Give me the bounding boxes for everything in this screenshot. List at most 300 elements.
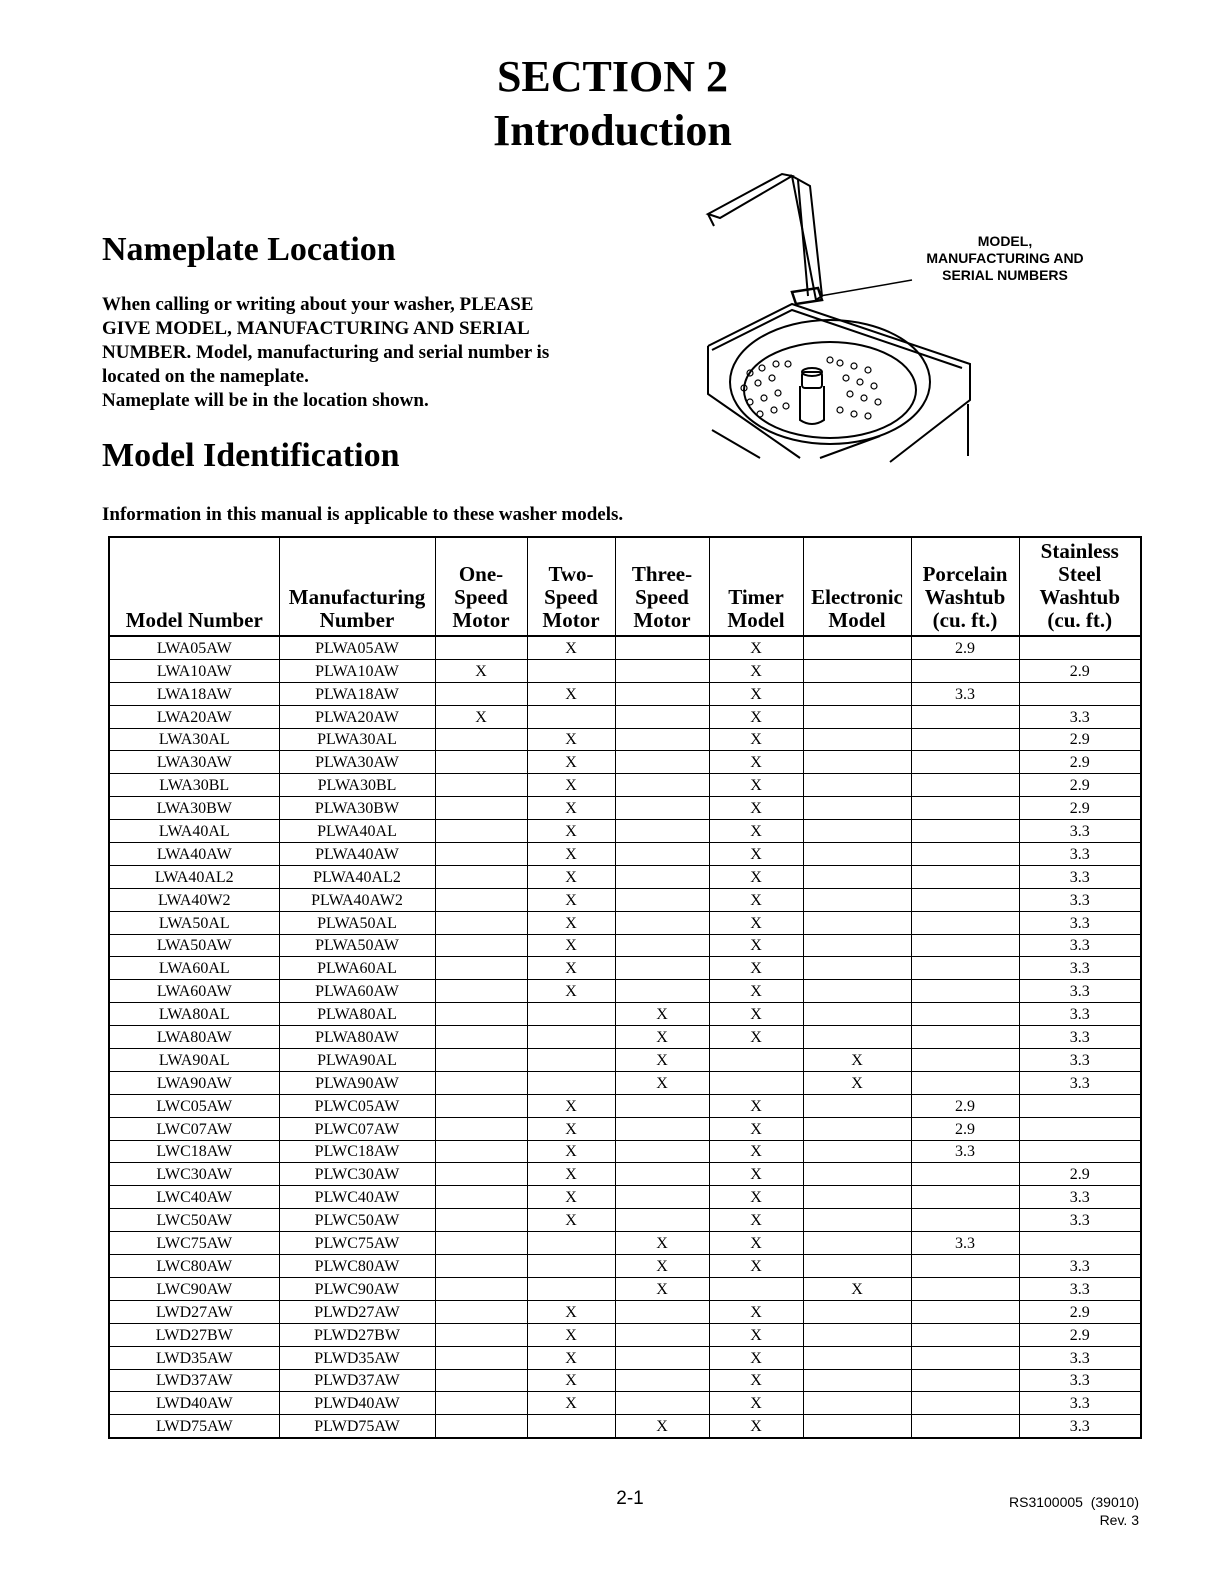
cell-timer: X <box>709 1346 803 1369</box>
cell-model-number: LWA80AL <box>109 1003 279 1026</box>
cell-stainless-washtub: 2.9 <box>1019 1163 1141 1186</box>
cell-model-number: LWA30BW <box>109 797 279 820</box>
cell-two-speed <box>527 1026 615 1049</box>
cell-one-speed <box>435 820 527 843</box>
cell-manufacturing-number: PLWA40AW <box>279 843 435 866</box>
callout-line: SERIAL NUMBERS <box>942 267 1068 283</box>
table-row <box>109 1163 1141 1186</box>
cell-stainless-washtub: 3.3 <box>1019 1255 1141 1278</box>
cell-one-speed <box>435 1140 527 1163</box>
cell-three-speed <box>615 797 709 820</box>
cell-electronic <box>803 1323 911 1346</box>
table-row <box>109 728 1141 751</box>
cell-one-speed <box>435 888 527 911</box>
cell-manufacturing-number: PLWC75AW <box>279 1232 435 1255</box>
cell-model-number: LWC30AW <box>109 1163 279 1186</box>
cell-one-speed <box>435 865 527 888</box>
cell-two-speed <box>527 1277 615 1300</box>
cell-porcelain-washtub <box>911 1071 1019 1094</box>
cell-electronic <box>803 1392 911 1415</box>
cell-stainless-washtub <box>1019 1140 1141 1163</box>
cell-timer: X <box>709 1323 803 1346</box>
section-title <box>0 50 1225 158</box>
cell-porcelain-washtub <box>911 843 1019 866</box>
cell-model-number: LWD27AW <box>109 1300 279 1323</box>
cell-timer: X <box>709 1369 803 1392</box>
cell-three-speed <box>615 705 709 728</box>
cell-one-speed <box>435 934 527 957</box>
cell-one-speed <box>435 1049 527 1072</box>
cell-stainless-washtub: 3.3 <box>1019 1415 1141 1438</box>
cell-one-speed <box>435 1369 527 1392</box>
cell-stainless-washtub: 2.9 <box>1019 1300 1141 1323</box>
cell-stainless-washtub: 2.9 <box>1019 797 1141 820</box>
cell-manufacturing-number: PLWA18AW <box>279 682 435 705</box>
table-row <box>109 911 1141 934</box>
cell-three-speed <box>615 1163 709 1186</box>
cell-electronic <box>803 751 911 774</box>
cell-timer <box>709 1049 803 1072</box>
col-header-model-number: Model Number <box>109 537 279 636</box>
table-row <box>109 820 1141 843</box>
cell-porcelain-washtub: 3.3 <box>911 1232 1019 1255</box>
nameplate-callout <box>905 233 1105 284</box>
cell-one-speed: X <box>435 659 527 682</box>
cell-porcelain-washtub <box>911 1277 1019 1300</box>
cell-electronic <box>803 728 911 751</box>
cell-two-speed: X <box>527 1346 615 1369</box>
cell-electronic: X <box>803 1277 911 1300</box>
cell-porcelain-washtub: 3.3 <box>911 1140 1019 1163</box>
cell-porcelain-washtub <box>911 728 1019 751</box>
cell-model-number: LWA40AL <box>109 820 279 843</box>
cell-three-speed <box>615 957 709 980</box>
table-row <box>109 1209 1141 1232</box>
col-header-electronic-model: Electronic Model <box>803 537 911 636</box>
cell-timer: X <box>709 1255 803 1278</box>
cell-electronic <box>803 843 911 866</box>
cell-timer: X <box>709 843 803 866</box>
document-number: RS3100005 (39010) <box>1009 1494 1139 1510</box>
instruction-line: When calling or writing about your washer, PLEASE <box>102 294 534 315</box>
cell-stainless-washtub <box>1019 1232 1141 1255</box>
cell-timer: X <box>709 865 803 888</box>
table-row <box>109 1369 1141 1392</box>
document-reference <box>1009 1493 1139 1529</box>
cell-porcelain-washtub <box>911 1209 1019 1232</box>
cell-electronic: X <box>803 1071 911 1094</box>
cell-manufacturing-number: PLWC40AW <box>279 1186 435 1209</box>
cell-porcelain-washtub <box>911 1369 1019 1392</box>
cell-stainless-washtub: 3.3 <box>1019 1209 1141 1232</box>
cell-one-speed <box>435 1026 527 1049</box>
cell-porcelain-washtub <box>911 1003 1019 1026</box>
cell-electronic <box>803 797 911 820</box>
cell-model-number: LWA50AW <box>109 934 279 957</box>
cell-electronic <box>803 911 911 934</box>
cell-stainless-washtub: 2.9 <box>1019 751 1141 774</box>
table-row <box>109 865 1141 888</box>
cell-timer: X <box>709 1026 803 1049</box>
instruction-line: Nameplate will be in the location shown. <box>102 390 429 411</box>
cell-timer: X <box>709 774 803 797</box>
cell-three-speed <box>615 682 709 705</box>
col-header-stainless-washtub: Stainless Steel Washtub (cu. ft.) <box>1019 537 1141 636</box>
cell-two-speed: X <box>527 843 615 866</box>
cell-manufacturing-number: PLWC07AW <box>279 1117 435 1140</box>
cell-two-speed: X <box>527 934 615 957</box>
cell-manufacturing-number: PLWA30BL <box>279 774 435 797</box>
table-row <box>109 843 1141 866</box>
cell-timer: X <box>709 1003 803 1026</box>
cell-one-speed <box>435 751 527 774</box>
cell-three-speed <box>615 659 709 682</box>
cell-manufacturing-number: PLWA30BW <box>279 797 435 820</box>
cell-timer: X <box>709 888 803 911</box>
cell-three-speed <box>615 1300 709 1323</box>
table-row <box>109 1415 1141 1438</box>
instruction-line: GIVE MODEL, MANUFACTURING AND SERIAL <box>102 318 530 339</box>
cell-timer <box>709 1277 803 1300</box>
table-row <box>109 636 1141 659</box>
cell-one-speed <box>435 1346 527 1369</box>
table-row <box>109 980 1141 1003</box>
cell-one-speed <box>435 1186 527 1209</box>
cell-one-speed <box>435 1255 527 1278</box>
washer-illustration <box>700 168 990 463</box>
cell-two-speed: X <box>527 1392 615 1415</box>
cell-model-number: LWC75AW <box>109 1232 279 1255</box>
cell-one-speed <box>435 728 527 751</box>
cell-porcelain-washtub <box>911 1186 1019 1209</box>
cell-timer: X <box>709 934 803 957</box>
cell-timer: X <box>709 980 803 1003</box>
cell-two-speed: X <box>527 888 615 911</box>
cell-porcelain-washtub <box>911 1346 1019 1369</box>
cell-electronic <box>803 1232 911 1255</box>
cell-manufacturing-number: PLWD75AW <box>279 1415 435 1438</box>
cell-stainless-washtub: 2.9 <box>1019 1323 1141 1346</box>
cell-timer: X <box>709 705 803 728</box>
document-revision: Rev. 3 <box>1099 1512 1139 1528</box>
cell-stainless-washtub: 3.3 <box>1019 957 1141 980</box>
cell-manufacturing-number: PLWA30AW <box>279 751 435 774</box>
cell-three-speed: X <box>615 1049 709 1072</box>
section-number: SECTION 2 <box>496 52 729 101</box>
cell-two-speed: X <box>527 682 615 705</box>
cell-electronic <box>803 865 911 888</box>
cell-one-speed <box>435 1003 527 1026</box>
cell-porcelain-washtub <box>911 865 1019 888</box>
table-row <box>109 1392 1141 1415</box>
cell-manufacturing-number: PLWA50AL <box>279 911 435 934</box>
cell-stainless-washtub: 3.3 <box>1019 843 1141 866</box>
cell-two-speed: X <box>527 797 615 820</box>
cell-stainless-washtub: 3.3 <box>1019 1003 1141 1026</box>
cell-three-speed <box>615 865 709 888</box>
cell-porcelain-washtub <box>911 1392 1019 1415</box>
cell-model-number: LWA90AW <box>109 1071 279 1094</box>
cell-one-speed <box>435 1415 527 1438</box>
table-row <box>109 957 1141 980</box>
cell-electronic <box>803 934 911 957</box>
cell-two-speed <box>527 1003 615 1026</box>
table-header-row <box>109 537 1141 636</box>
cell-two-speed: X <box>527 728 615 751</box>
cell-model-number: LWA60AL <box>109 957 279 980</box>
col-header-one-speed-motor: One- Speed Motor <box>435 537 527 636</box>
cell-three-speed <box>615 934 709 957</box>
cell-two-speed: X <box>527 774 615 797</box>
col-header-porcelain-washtub: Porcelain Washtub (cu. ft.) <box>911 537 1019 636</box>
cell-three-speed <box>615 843 709 866</box>
table-row <box>109 1277 1141 1300</box>
cell-two-speed <box>527 1255 615 1278</box>
model-table-body <box>109 636 1141 1438</box>
table-row <box>109 934 1141 957</box>
cell-model-number: LWA20AW <box>109 705 279 728</box>
table-row <box>109 1003 1141 1026</box>
cell-timer: X <box>709 957 803 980</box>
cell-porcelain-washtub <box>911 774 1019 797</box>
table-row <box>109 1346 1141 1369</box>
table-row <box>109 797 1141 820</box>
cell-stainless-washtub: 3.3 <box>1019 911 1141 934</box>
cell-timer: X <box>709 1209 803 1232</box>
cell-porcelain-washtub <box>911 911 1019 934</box>
cell-three-speed <box>615 911 709 934</box>
cell-timer: X <box>709 1232 803 1255</box>
table-row <box>109 659 1141 682</box>
cell-electronic <box>803 1346 911 1369</box>
cell-porcelain-washtub <box>911 1415 1019 1438</box>
cell-three-speed <box>615 1094 709 1117</box>
cell-porcelain-washtub: 2.9 <box>911 1117 1019 1140</box>
cell-electronic <box>803 1094 911 1117</box>
instruction-line: located on the nameplate. <box>102 366 309 387</box>
cell-model-number: LWA30AW <box>109 751 279 774</box>
cell-timer: X <box>709 1140 803 1163</box>
cell-model-number: LWC50AW <box>109 1209 279 1232</box>
cell-manufacturing-number: PLWA60AL <box>279 957 435 980</box>
cell-electronic <box>803 1300 911 1323</box>
cell-model-number: LWA18AW <box>109 682 279 705</box>
cell-electronic <box>803 1026 911 1049</box>
cell-timer: X <box>709 636 803 659</box>
cell-stainless-washtub: 2.9 <box>1019 659 1141 682</box>
table-row <box>109 682 1141 705</box>
table-row <box>109 1186 1141 1209</box>
cell-three-speed <box>615 728 709 751</box>
cell-timer: X <box>709 1186 803 1209</box>
cell-three-speed <box>615 1392 709 1415</box>
cell-two-speed: X <box>527 1117 615 1140</box>
col-header-two-speed-motor: Two- Speed Motor <box>527 537 615 636</box>
cell-two-speed: X <box>527 820 615 843</box>
cell-two-speed: X <box>527 1186 615 1209</box>
cell-porcelain-washtub <box>911 1300 1019 1323</box>
cell-manufacturing-number: PLWD35AW <box>279 1346 435 1369</box>
cell-two-speed: X <box>527 957 615 980</box>
cell-manufacturing-number: PLWA20AW <box>279 705 435 728</box>
table-row <box>109 1094 1141 1117</box>
cell-electronic: X <box>803 1049 911 1072</box>
cell-one-speed <box>435 1094 527 1117</box>
cell-stainless-washtub <box>1019 636 1141 659</box>
cell-porcelain-washtub: 2.9 <box>911 636 1019 659</box>
cell-one-speed <box>435 1117 527 1140</box>
cell-one-speed <box>435 1163 527 1186</box>
cell-porcelain-washtub <box>911 705 1019 728</box>
cell-three-speed <box>615 636 709 659</box>
cell-electronic <box>803 774 911 797</box>
cell-three-speed <box>615 751 709 774</box>
cell-timer: X <box>709 1300 803 1323</box>
cell-manufacturing-number: PLWC05AW <box>279 1094 435 1117</box>
cell-manufacturing-number: PLWC80AW <box>279 1255 435 1278</box>
cell-model-number: LWA40W2 <box>109 888 279 911</box>
cell-two-speed: X <box>527 865 615 888</box>
cell-one-speed <box>435 1392 527 1415</box>
cell-one-speed <box>435 682 527 705</box>
callout-line: MODEL, <box>977 233 1033 249</box>
cell-porcelain-washtub <box>911 1049 1019 1072</box>
cell-manufacturing-number: PLWA50AW <box>279 934 435 957</box>
col-header-three-speed-motor: Three- Speed Motor <box>615 537 709 636</box>
cell-model-number: LWC90AW <box>109 1277 279 1300</box>
cell-one-speed <box>435 1209 527 1232</box>
cell-electronic <box>803 1369 911 1392</box>
cell-three-speed <box>615 1140 709 1163</box>
cell-stainless-washtub <box>1019 1094 1141 1117</box>
cell-one-speed <box>435 911 527 934</box>
cell-two-speed <box>527 1232 615 1255</box>
cell-model-number: LWA80AW <box>109 1026 279 1049</box>
page-number: 2-1 <box>616 1488 644 1509</box>
cell-manufacturing-number: PLWC50AW <box>279 1209 435 1232</box>
cell-porcelain-washtub <box>911 888 1019 911</box>
cell-stainless-washtub: 3.3 <box>1019 980 1141 1003</box>
table-row <box>109 751 1141 774</box>
section-name: Introduction <box>493 106 732 155</box>
cell-two-speed: X <box>527 980 615 1003</box>
cell-porcelain-washtub: 2.9 <box>911 1094 1019 1117</box>
table-row <box>109 1026 1141 1049</box>
cell-one-speed <box>435 636 527 659</box>
cell-timer: X <box>709 728 803 751</box>
cell-two-speed: X <box>527 1163 615 1186</box>
cell-model-number: LWA90AL <box>109 1049 279 1072</box>
table-row <box>109 1323 1141 1346</box>
cell-three-speed <box>615 1186 709 1209</box>
cell-porcelain-washtub <box>911 1255 1019 1278</box>
cell-porcelain-washtub <box>911 1323 1019 1346</box>
cell-manufacturing-number: PLWA90AL <box>279 1049 435 1072</box>
table-row <box>109 705 1141 728</box>
cell-two-speed <box>527 659 615 682</box>
cell-model-number: LWD37AW <box>109 1369 279 1392</box>
cell-stainless-washtub: 3.3 <box>1019 888 1141 911</box>
cell-model-number: LWD27BW <box>109 1323 279 1346</box>
cell-electronic <box>803 636 911 659</box>
nameplate-heading: Nameplate Location <box>102 231 396 268</box>
cell-one-speed <box>435 1232 527 1255</box>
cell-three-speed <box>615 774 709 797</box>
cell-manufacturing-number: PLWC18AW <box>279 1140 435 1163</box>
cell-electronic <box>803 1117 911 1140</box>
cell-timer: X <box>709 682 803 705</box>
cell-three-speed <box>615 1117 709 1140</box>
cell-porcelain-washtub: 3.3 <box>911 682 1019 705</box>
cell-manufacturing-number: PLWC90AW <box>279 1277 435 1300</box>
cell-stainless-washtub: 3.3 <box>1019 705 1141 728</box>
cell-manufacturing-number: PLWA40AL2 <box>279 865 435 888</box>
cell-electronic <box>803 980 911 1003</box>
cell-model-number: LWA50AL <box>109 911 279 934</box>
cell-timer: X <box>709 751 803 774</box>
cell-timer: X <box>709 1415 803 1438</box>
cell-model-number: LWC18AW <box>109 1140 279 1163</box>
cell-two-speed: X <box>527 1094 615 1117</box>
table-row <box>109 888 1141 911</box>
cell-three-speed <box>615 1323 709 1346</box>
cell-electronic <box>803 659 911 682</box>
cell-one-speed <box>435 1071 527 1094</box>
cell-three-speed: X <box>615 1232 709 1255</box>
cell-three-speed: X <box>615 1415 709 1438</box>
cell-three-speed: X <box>615 1003 709 1026</box>
model-identification-heading: Model Identification <box>102 437 400 474</box>
cell-electronic <box>803 1140 911 1163</box>
cell-model-number: LWA60AW <box>109 980 279 1003</box>
cell-manufacturing-number: PLWC30AW <box>279 1163 435 1186</box>
cell-electronic <box>803 682 911 705</box>
cell-timer: X <box>709 820 803 843</box>
cell-manufacturing-number: PLWA80AL <box>279 1003 435 1026</box>
cell-timer <box>709 1071 803 1094</box>
cell-manufacturing-number: PLWA40AL <box>279 820 435 843</box>
cell-two-speed: X <box>527 1323 615 1346</box>
cell-one-speed <box>435 797 527 820</box>
cell-manufacturing-number: PLWA60AW <box>279 980 435 1003</box>
cell-three-speed <box>615 980 709 1003</box>
cell-electronic <box>803 820 911 843</box>
nameplate-instructions <box>102 293 662 413</box>
cell-timer: X <box>709 797 803 820</box>
cell-model-number: LWA05AW <box>109 636 279 659</box>
cell-stainless-washtub: 3.3 <box>1019 1346 1141 1369</box>
cell-timer: X <box>709 1094 803 1117</box>
cell-manufacturing-number: PLWA10AW <box>279 659 435 682</box>
cell-two-speed: X <box>527 751 615 774</box>
cell-model-number: LWD75AW <box>109 1415 279 1438</box>
table-row <box>109 1300 1141 1323</box>
cell-electronic <box>803 957 911 980</box>
cell-model-number: LWA40AL2 <box>109 865 279 888</box>
table-row <box>109 1117 1141 1140</box>
col-header-manufacturing-number: Manufacturing Number <box>279 537 435 636</box>
cell-model-number: LWA30BL <box>109 774 279 797</box>
cell-timer: X <box>709 1163 803 1186</box>
cell-electronic <box>803 1415 911 1438</box>
cell-manufacturing-number: PLWD27BW <box>279 1323 435 1346</box>
cell-three-speed <box>615 1209 709 1232</box>
cell-manufacturing-number: PLWA40AW2 <box>279 888 435 911</box>
table-row <box>109 1071 1141 1094</box>
cell-manufacturing-number: PLWA80AW <box>279 1026 435 1049</box>
cell-model-number: LWA40AW <box>109 843 279 866</box>
cell-stainless-washtub: 3.3 <box>1019 934 1141 957</box>
